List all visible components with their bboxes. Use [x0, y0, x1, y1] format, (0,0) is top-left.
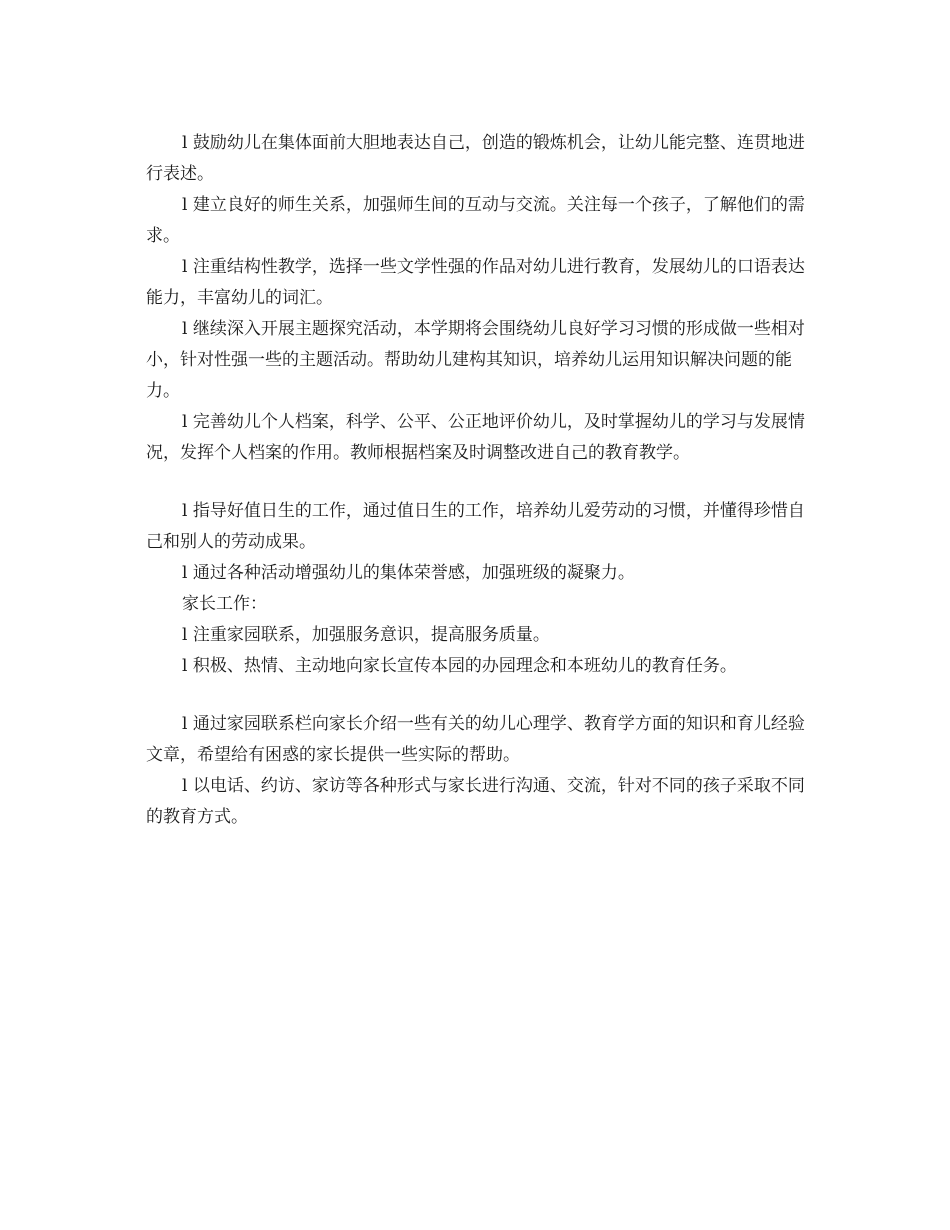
- paragraph-promote-philosophy: l 积极、热情、主动地向家长宣传本园的办园理念和本班幼儿的教育任务。: [182, 656, 737, 676]
- paragraph-duty-students: l 指导好值日生的工作，通过值日生的工作，培养幼儿爱劳动的习惯，并懂得珍惜自己和别人的劳动成果。: [146, 501, 805, 552]
- paragraph-theme-activities: l 继续深入开展主题探究活动，本学期将会围绕幼儿良好学习习惯的形成做一些相对小，针对性强一些的主题活动。帮助幼儿建构其知识，培养幼儿运用知识解决问题的能力。: [146, 319, 805, 401]
- paragraph-collective-honor: l 通过各种活动增强幼儿的集体荣誉感，加强班级的凝聚力。: [182, 563, 635, 583]
- paragraph-communication-methods: l 以电话、约访、家访等各种形式与家长进行沟通、交流，针对不同的孩子采取不同的教育方式。: [146, 776, 805, 827]
- document-body: [146, 128, 810, 833]
- paragraph-structured-teaching: l 注重结构性教学，选择一些文学性强的作品对幼儿进行教育，发展幼儿的口语表达能力，丰富幼儿的词汇。: [146, 257, 805, 308]
- paragraph-spacer: [146, 682, 810, 709]
- paragraph-contact-board: l 通过家园联系栏向家长介绍一些有关的幼儿心理学、教育学方面的知识和育儿经验文章，希望给有困惑的家长提供一些实际的帮助。: [146, 714, 805, 765]
- paragraph-home-school-contact: l 注重家园联系，加强服务意识，提高服务质量。: [182, 625, 550, 645]
- paragraph-spacer: [146, 469, 810, 496]
- paragraph-teacher-child-relations: l 建立良好的师生关系，加强师生间的互动与交流。关注每一个孩子，了解他们的需求。: [146, 195, 805, 246]
- paragraph-child-records: l 完善幼儿个人档案，科学、公平、公正地评价幼儿，及时掌握幼儿的学习与发展情况，发挥个人档案的作用。教师根据档案及时调整改进自己的教育教学。: [146, 412, 805, 463]
- paragraph-encourage-expression: l 鼓励幼儿在集体面前大胆地表达自己，创造的锻炼机会，让幼儿能完整、连贯地进行表述。: [146, 133, 805, 184]
- section-heading-parent-work: 家长工作：: [182, 594, 267, 614]
